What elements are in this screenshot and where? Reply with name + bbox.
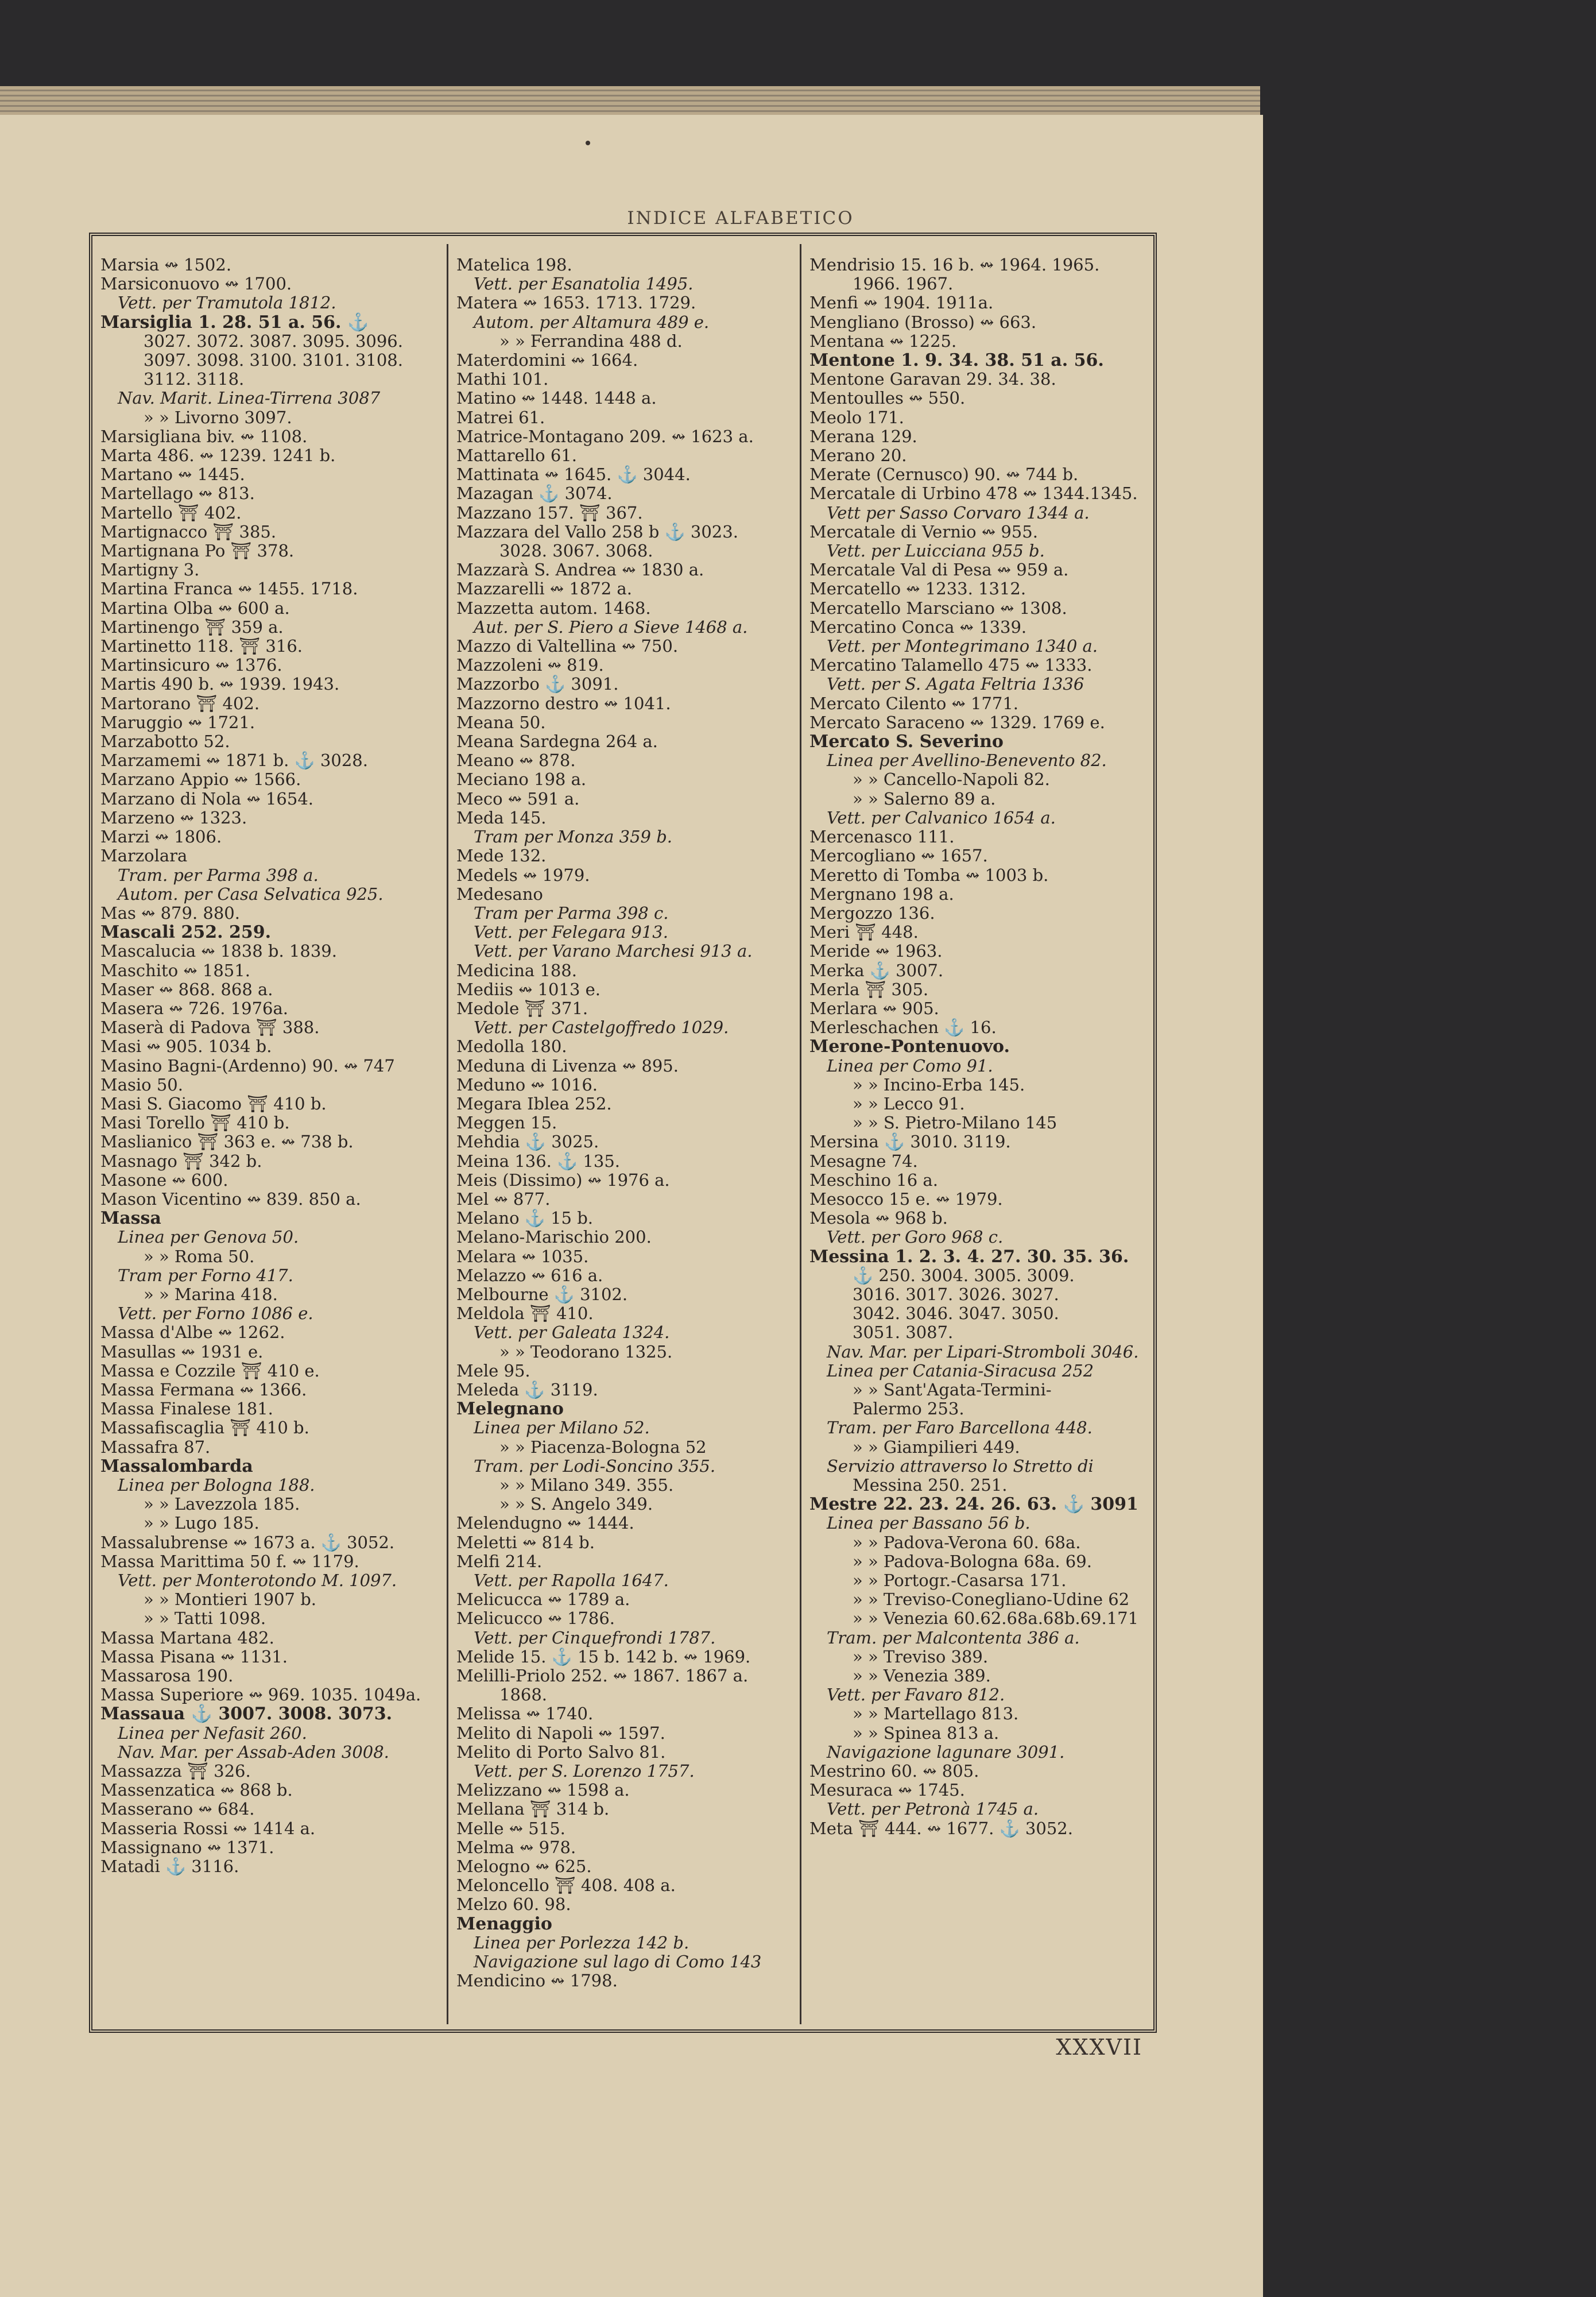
index-entry: Vett per Sasso Corvaro 1344 a.: [827, 502, 1090, 523]
index-entry: Linea per Catania-Siracusa 252: [827, 1360, 1094, 1380]
index-entry: » » Salerno 89 a.: [853, 788, 996, 809]
index-entry: Martis 490 b. ↭ 1939. 1943.: [100, 674, 340, 694]
index-heading: Merone-Pontenuovo.: [809, 1037, 1010, 1057]
index-entry: Vett. per Felegara 913.: [474, 922, 668, 942]
index-entry: Martano ↭ 1445.: [100, 465, 245, 485]
index-entry: » » Marina 418.: [144, 1284, 278, 1304]
index-entry: Melano-Marischio 200.: [456, 1227, 652, 1247]
index-entry: Autom. per Altamura 489 e.: [474, 312, 710, 332]
index-entry: Mede 132.: [456, 846, 547, 866]
index-heading: Mascali 252. 259.: [100, 922, 272, 943]
index-entry: Vett. per Tramutola 1812.: [118, 293, 336, 313]
index-entry: Meretto di Tomba ↭ 1003 b.: [809, 865, 1049, 885]
index-entry: Maslianico ⛩ 363 e. ↭ 738 b.: [100, 1132, 354, 1152]
index-heading: Massalombarda: [100, 1456, 253, 1476]
index-entry: Marsia ↭ 1502.: [100, 256, 232, 274]
index-entry: Melle ↭ 515.: [456, 1818, 565, 1838]
index-entry: Massafiscaglia ⛩ 410 b.: [100, 1418, 309, 1438]
index-entry: Mazzarelli ↭ 1872 a.: [456, 579, 632, 599]
index-entry: Massa d'Albe ↭ 1262.: [100, 1322, 285, 1343]
index-entry: Mesola ↭ 968 b.: [809, 1208, 948, 1228]
index-entry: » » Spinea 813 a.: [853, 1723, 1000, 1743]
index-entry: Marzi ↭ 1806.: [100, 827, 222, 847]
index-entry: Vett. per Esanatolia 1495.: [474, 274, 694, 294]
index-entry: Vett. per Varano Marchesi 913 a.: [474, 941, 753, 961]
index-entry: Medesano: [456, 884, 543, 904]
index-entry: Vett. per Luicciana 955 b.: [827, 541, 1045, 561]
index-entry: Masseria Rossi ↭ 1414 a.: [100, 1818, 316, 1838]
index-entry: Vett. per Monterotondo M. 1097.: [118, 1571, 397, 1591]
index-entry: » » Padova-Verona 60. 68a.: [853, 1532, 1081, 1552]
index-entry: Mercatino Conca ↭ 1339.: [809, 617, 1027, 637]
index-entry: Maserà di Padova ⛩ 388.: [100, 1018, 320, 1038]
index-entry: Mergozzo 136.: [809, 903, 935, 923]
index-entry: Melma ↭ 978.: [456, 1837, 576, 1857]
index-entry: Mentone Garavan 29. 34. 38.: [809, 369, 1056, 389]
index-entry: Martignacco ⛩ 385.: [100, 521, 277, 542]
index-entry: Meduno ↭ 1016.: [456, 1074, 598, 1095]
index-entry: Martorano ⛩ 402.: [100, 693, 260, 713]
index-entry: Massignano ↭ 1371.: [100, 1837, 274, 1857]
index-entry: Mehdia ⚓ 3025.: [456, 1132, 599, 1152]
index-entry: Tram. per Parma 398 a.: [118, 865, 319, 885]
index-entry: Mercatale di Vernio ↭ 955.: [809, 521, 1038, 542]
index-entry: » » Sant'Agata-Termini-: [853, 1379, 1052, 1399]
index-entry: Merka ⚓ 3007.: [809, 960, 944, 980]
index-entry: Mentana ↭ 1225.: [809, 331, 957, 351]
index-entry: Marzano Appio ↭ 1566.: [100, 769, 301, 790]
column-divider: [447, 244, 448, 2024]
index-entry: Mercato Cilento ↭ 1771.: [809, 693, 1019, 713]
index-entry: Linea per Bologna 188.: [118, 1475, 315, 1495]
index-entry: Massa Fermana ↭ 1366.: [100, 1379, 307, 1399]
index-entry: Massa Superiore ↭ 969. 1035. 1049a.: [100, 1685, 421, 1705]
index-entry: Massa Pisana ↭ 1131.: [100, 1646, 288, 1666]
index-entry: Meis (Dissimo) ↭ 1976 a.: [456, 1170, 670, 1190]
index-entry: Mele 95.: [456, 1360, 530, 1380]
index-entry: Tram. per Faro Barcellona 448.: [827, 1418, 1093, 1438]
index-entry: Mazzoleni ↭ 819.: [456, 655, 604, 675]
index-entry: Merlara ↭ 905.: [809, 998, 939, 1018]
index-entry: Martellago ↭ 813.: [100, 484, 255, 504]
index-entry: » » Roma 50.: [144, 1246, 255, 1266]
index-entry: Megara Iblea 252.: [456, 1093, 612, 1113]
index-entry: Massa e Cozzile ⛩ 410 e.: [100, 1360, 320, 1380]
index-entry: Vett. per Castelgoffredo 1029.: [474, 1018, 729, 1038]
index-column-3: [809, 256, 1154, 2024]
index-entry: Mediis ↭ 1013 e.: [456, 979, 601, 999]
index-entry: Martinengo ⛩ 359 a.: [100, 617, 284, 637]
index-entry: Masullas ↭ 1931 e.: [100, 1341, 264, 1362]
index-entry: Meggen 15.: [456, 1113, 557, 1133]
index-entry: » » Portogr.-Casarsa 171.: [853, 1571, 1067, 1591]
index-entry: Medels ↭ 1979.: [456, 865, 590, 885]
index-entry: Melissa ↭ 1740.: [456, 1704, 594, 1724]
index-entry: Matrice-Montagano 209. ↭ 1623 a.: [456, 426, 754, 446]
index-entry: Melzo 60. 98.: [456, 1894, 571, 1915]
index-entry: Linea per Avellino-Benevento 82.: [827, 751, 1107, 771]
index-heading: Marsiglia 1. 28. 51 a. 56. ⚓: [100, 312, 369, 332]
index-entry: » » S. Angelo 349.: [499, 1494, 653, 1514]
index-entry: Melazzo ↭ 616 a.: [456, 1265, 603, 1285]
index-column-2: [456, 256, 801, 2024]
index-heading: Massaua ⚓ 3007. 3008. 3073.: [100, 1704, 393, 1724]
index-entry: » » Teodorano 1325.: [499, 1341, 673, 1362]
index-entry: Marsiconuovo ↭ 1700.: [100, 274, 292, 294]
index-heading: Massa: [100, 1208, 161, 1229]
index-entry: Melizzano ↭ 1598 a.: [456, 1780, 630, 1800]
index-heading: Messina 1. 2. 3. 4. 27. 30. 35. 36.: [809, 1246, 1129, 1267]
index-entry: Mel ↭ 877.: [456, 1189, 551, 1209]
index-entry: Meda 145.: [456, 807, 547, 827]
index-entry: 3042. 3046. 3047. 3050.: [853, 1304, 1059, 1324]
index-entry: Merano 20.: [809, 446, 907, 466]
index-heading: Mestre 22. 23. 24. 26. 63. ⚓ 3091: [809, 1494, 1138, 1515]
index-entry: Linea per Milano 52.: [474, 1418, 650, 1438]
index-entry: Vett. per Forno 1086 e.: [118, 1304, 313, 1324]
index-entry: Meduna di Livenza ↭ 895.: [456, 1055, 679, 1076]
index-entry: Mercatale Val di Pesa ↭ 959 a.: [809, 560, 1069, 580]
index-entry: Mazzorno destro ↭ 1041.: [456, 693, 671, 713]
index-entry: Palermo 253.: [853, 1399, 964, 1419]
index-entry: Vett. per Cinquefrondi 1787.: [474, 1627, 716, 1648]
index-entry: Masino Bagni-(Ardenno) 90. ↭ 747: [100, 1055, 395, 1076]
index-entry: » » Treviso 389.: [853, 1646, 989, 1666]
index-entry: 3112. 3118.: [144, 369, 245, 389]
index-entry: Aut. per S. Piero a Sieve 1468 a.: [474, 617, 748, 637]
index-entry: Meta ⛩ 444. ↭ 1677. ⚓ 3052.: [809, 1818, 1073, 1838]
index-entry: Meco ↭ 591 a.: [456, 788, 580, 809]
index-entry: Martigny 3.: [100, 560, 200, 580]
index-entry: 3097. 3098. 3100. 3101. 3108.: [144, 350, 403, 370]
index-heading: Mentone 1. 9. 34. 38. 51 a. 56.: [809, 350, 1104, 371]
index-entry: Maschito ↭ 1851.: [100, 960, 250, 980]
index-entry: Martinetto 118. ⛩ 316.: [100, 636, 303, 656]
index-entry: Mattarello 61.: [456, 446, 577, 466]
index-entry: Menfi ↭ 1904. 1911a.: [809, 293, 994, 313]
index-entry: Massarosa 190.: [100, 1666, 234, 1686]
index-entry: » » S. Pietro-Milano 145: [853, 1113, 1057, 1133]
index-entry: Melicucco ↭ 1786.: [456, 1608, 615, 1629]
index-entry: Tram per Monza 359 b.: [474, 827, 672, 847]
index-entry: Servizio attraverso lo Stretto di: [827, 1456, 1094, 1476]
index-entry: ⚓ 250. 3004. 3005. 3009.: [853, 1265, 1075, 1285]
index-entry: Masnago ⛩ 342 b.: [100, 1151, 262, 1171]
index-entry: Matadi ⚓ 3116.: [100, 1857, 239, 1877]
index-entry: Tram per Forno 417.: [118, 1265, 293, 1285]
index-entry: Meschino 16 a.: [809, 1170, 938, 1190]
index-entry: Mercatale di Urbino 478 ↭ 1344.1345.: [809, 484, 1138, 504]
index-entry: Navigazione lagunare 3091.: [827, 1742, 1065, 1762]
index-entry: 1868.: [499, 1685, 548, 1705]
index-entry: Massalubrense ↭ 1673 a. ⚓ 3052.: [100, 1532, 395, 1552]
index-entry: Masera ↭ 726. 1976a.: [100, 998, 289, 1018]
index-entry: Tram per Parma 398 c.: [474, 903, 669, 923]
index-entry: Meana Sardegna 264 a.: [456, 732, 658, 752]
index-entry: Linea per Genova 50.: [118, 1227, 299, 1247]
index-entry: Nav. Mar. per Lipari-Stromboli 3046.: [827, 1341, 1139, 1362]
index-entry: Meolo 171.: [809, 407, 904, 427]
index-entry: Massazza ⛩ 326.: [100, 1761, 251, 1781]
index-entry: Marsigliana biv. ↭ 1108.: [100, 426, 308, 446]
index-entry: Vett. per Favaro 812.: [827, 1685, 1005, 1705]
index-entry: Mascalucia ↭ 1838 b. 1839.: [100, 941, 337, 961]
index-entry: Maruggio ↭ 1721.: [100, 712, 255, 732]
index-entry: Tram. per Lodi-Soncino 355.: [474, 1456, 716, 1476]
index-entry: Medole ⛩ 371.: [456, 998, 588, 1018]
index-entry: Melfi 214.: [456, 1551, 543, 1571]
index-entry: Meri ⛩ 448.: [809, 922, 919, 942]
index-entry: Mazagan ⚓ 3074.: [456, 484, 613, 504]
index-entry: Meride ↭ 1963.: [809, 941, 943, 961]
index-entry: Masi ↭ 905. 1034 b.: [100, 1037, 272, 1057]
index-entry: Meana 50.: [456, 712, 546, 732]
index-entry: » » Lavezzola 185.: [144, 1494, 300, 1514]
index-entry: Marzeno ↭ 1323.: [100, 807, 247, 827]
index-entry: » » Giampilieri 449.: [853, 1437, 1020, 1457]
index-entry: 3028. 3067. 3068.: [499, 541, 653, 561]
index-entry: » » Lugo 185.: [144, 1513, 259, 1533]
index-entry: Mesocco 15 e. ↭ 1979.: [809, 1189, 1003, 1209]
index-entry: Masio 50.: [100, 1074, 183, 1095]
index-entry: Mercenasco 111.: [809, 827, 955, 847]
index-entry: Vett. per Petronà 1745 a.: [827, 1799, 1039, 1819]
index-entry: Masserano ↭ 684.: [100, 1799, 255, 1819]
index-entry: Vett. per S. Agata Feltria 1336: [827, 674, 1084, 694]
index-entry: » » Martellago 813.: [853, 1704, 1019, 1724]
index-entry: 3027. 3072. 3087. 3095. 3096.: [144, 331, 403, 351]
index-entry: » » Incino-Erba 145.: [853, 1074, 1025, 1095]
index-entry: » » Treviso-Conegliano-Udine 62: [853, 1590, 1130, 1610]
index-entry: Mercatello Marsciano ↭ 1308.: [809, 598, 1067, 618]
index-entry: Vett. per Galeata 1324.: [474, 1322, 670, 1343]
index-entry: Materdomini ↭ 1664.: [456, 350, 638, 370]
index-entry: Mesagne 74.: [809, 1151, 918, 1171]
index-entry: Melendugno ↭ 1444.: [456, 1513, 634, 1533]
index-entry: Marzolara: [100, 846, 188, 866]
index-entry: Matera ↭ 1653. 1713. 1729.: [456, 293, 696, 313]
index-entry: Mendicino ↭ 1798.: [456, 1971, 618, 1991]
index-entry: Meletti ↭ 814 b.: [456, 1532, 595, 1552]
index-entry: Meina 136. ⚓ 135.: [456, 1151, 621, 1171]
index-entry: » » Padova-Bologna 68a. 69.: [853, 1551, 1092, 1571]
index-entry: Melilli-Priolo 252. ↭ 1867. 1867 a.: [456, 1666, 749, 1686]
index-entry: Linea per Nefasit 260.: [118, 1723, 307, 1743]
index-entry: Mercato Saraceno ↭ 1329. 1769 e.: [809, 712, 1105, 732]
index-heading: Melegnano: [456, 1399, 564, 1420]
index-entry: » » Cancello-Napoli 82.: [853, 769, 1050, 790]
index-entry: » » Ferrandina 488 d.: [499, 331, 683, 351]
index-entry: Masone ↭ 600.: [100, 1170, 228, 1190]
index-entry: Mercatello ↭ 1233. 1312.: [809, 579, 1026, 599]
page-number: XXXVII: [1056, 2035, 1142, 2060]
index-entry: Mercatino Talamello 475 ↭ 1333.: [809, 655, 1093, 675]
index-entry: Vett. per S. Lorenzo 1757.: [474, 1761, 695, 1781]
index-entry: » » Milano 349. 355.: [499, 1475, 674, 1495]
index-heading: Mercato S. Severino: [809, 732, 1004, 752]
index-entry: Massenzatica ↭ 868 b.: [100, 1780, 293, 1800]
index-entry: Nav. Mar. per Assab-Aden 3008.: [118, 1742, 389, 1762]
index-entry: 3016. 3017. 3026. 3027.: [853, 1284, 1059, 1304]
index-entry: Martignana Po ⛩ 378.: [100, 541, 295, 561]
index-entry: Linea per Como 91.: [827, 1055, 993, 1076]
index-entry: Vett. per Calvanico 1654 a.: [827, 807, 1056, 827]
index-entry: Melide 15. ⚓ 15 b. 142 b. ↭ 1969.: [456, 1646, 751, 1666]
index-entry: Mendrisio 15. 16 b. ↭ 1964. 1965.: [809, 256, 1100, 274]
index-entry: Tram. per Malcontenta 386 a.: [827, 1627, 1080, 1648]
index-entry: Navigazione sul lago di Como 143: [474, 1952, 762, 1972]
index-entry: » » Lecco 91.: [853, 1093, 965, 1113]
index-entry: Meloncello ⛩ 408. 408 a.: [456, 1876, 676, 1896]
index-entry: Martinsicuro ↭ 1376.: [100, 655, 282, 675]
index-entry: Marzamemi ↭ 1871 b. ⚓ 3028.: [100, 751, 368, 771]
index-entry: Mergnano 198 a.: [809, 884, 954, 904]
index-entry: Melito di Porto Salvo 81.: [456, 1742, 666, 1762]
index-entry: Massa Martana 482.: [100, 1627, 274, 1648]
index-entry: Masi S. Giacomo ⛩ 410 b.: [100, 1093, 327, 1113]
index-entry: Martello ⛩ 402.: [100, 502, 242, 523]
index-entry: Martina Olba ↭ 600 a.: [100, 598, 290, 618]
index-entry: Masi Torello ⛩ 410 b.: [100, 1113, 290, 1133]
index-heading: Menaggio: [456, 1913, 552, 1934]
print-dot: [586, 141, 590, 145]
index-entry: Massa Finalese 181.: [100, 1399, 273, 1419]
index-entry: Mesuraca ↭ 1745.: [809, 1780, 965, 1800]
index-entry: Messina 250. 251.: [853, 1475, 1008, 1495]
index-entry: Maser ↭ 868. 868 a.: [100, 979, 273, 999]
index-entry: Medolla 180.: [456, 1037, 567, 1057]
index-entry: Mazzara del Vallo 258 b ⚓ 3023.: [456, 521, 738, 542]
index-entry: Marzabotto 52.: [100, 732, 230, 752]
index-entry: Melicucca ↭ 1789 a.: [456, 1590, 630, 1610]
index-entry: Merana 129.: [809, 426, 917, 446]
index-entry: Matrei 61.: [456, 407, 545, 427]
index-entry: Mellana ⛩ 314 b.: [456, 1799, 610, 1819]
index-entry: » » Piacenza-Bologna 52: [499, 1437, 707, 1457]
index-entry: Meano ↭ 878.: [456, 751, 576, 771]
index-entry: Nav. Marit. Linea-Tirrena 3087: [118, 388, 381, 408]
index-entry: Melito di Napoli ↭ 1597.: [456, 1723, 665, 1743]
index-entry: Mathi 101.: [456, 369, 549, 389]
index-entry: Merla ⛩ 305.: [809, 979, 929, 999]
index-entry: Vett. per Rapolla 1647.: [474, 1571, 669, 1591]
index-entry: Mengliano (Brosso) ↭ 663.: [809, 312, 1037, 332]
index-entry: Marta 486. ↭ 1239. 1241 b.: [100, 446, 336, 466]
index-entry: 3051. 3087.: [853, 1322, 954, 1343]
index-entry: Martina Franca ↭ 1455. 1718.: [100, 579, 358, 599]
index-entry: 1966. 1967.: [853, 274, 954, 294]
index-entry: » » Venezia 389.: [853, 1666, 991, 1686]
index-entry: Merate (Cernusco) 90. ↭ 744 b.: [809, 465, 1079, 485]
index-entry: Medicina 188.: [456, 960, 577, 980]
index-entry: » » Livorno 3097.: [144, 407, 292, 427]
index-entry: Meciano 198 a.: [456, 769, 587, 790]
index-entry: Mazzarà S. Andrea ↭ 1830 a.: [456, 560, 704, 580]
index-entry: Mazzetta autom. 1468.: [456, 598, 651, 618]
index-entry: Meldola ⛩ 410.: [456, 1304, 594, 1324]
index-entry: Mas ↭ 879. 880.: [100, 903, 240, 923]
index-entry: » » Tatti 1098.: [144, 1608, 266, 1629]
index-entry: Mattinata ↭ 1645. ⚓ 3044.: [456, 465, 691, 485]
index-entry: » » Venezia 60.62.68a.68b.69.171: [853, 1608, 1139, 1629]
index-entry: Linea per Porlezza 142 b.: [474, 1932, 689, 1952]
index-entry: Marzano di Nola ↭ 1654.: [100, 788, 313, 809]
index-entry: Mentoulles ↭ 550.: [809, 388, 966, 408]
index-entry: Mazzo di Valtellina ↭ 750.: [456, 636, 679, 656]
index-entry: Mason Vicentino ↭ 839. 850 a.: [100, 1189, 361, 1209]
index-entry: Mersina ⚓ 3010. 3119.: [809, 1132, 1011, 1152]
index-entry: Vett. per Goro 968 c.: [827, 1227, 1004, 1247]
index-entry: Mercogliano ↭ 1657.: [809, 846, 988, 866]
page-title: INDICE ALFABETICO: [627, 208, 854, 229]
index-column-1: [100, 256, 445, 2024]
index-entry: Matelica 198.: [456, 256, 572, 274]
index-entry: Mazzorbo ⚓ 3091.: [456, 674, 619, 694]
index-entry: Meleda ⚓ 3119.: [456, 1379, 598, 1399]
index-entry: Mestrino 60. ↭ 805.: [809, 1761, 979, 1781]
index-entry: Vett. per Montegrimano 1340 a.: [827, 636, 1098, 656]
index-entry: Melogno ↭ 625.: [456, 1857, 592, 1877]
index-entry: Merleschachen ⚓ 16.: [809, 1018, 997, 1038]
index-entry: Mazzano 157. ⛩ 367.: [456, 502, 643, 523]
index-entry: Melbourne ⚓ 3102.: [456, 1284, 628, 1304]
index-entry: Massa Marittima 50 f. ↭ 1179.: [100, 1551, 359, 1571]
index-entry: Melano ⚓ 15 b.: [456, 1208, 594, 1228]
index-entry: Massafra 87.: [100, 1437, 211, 1457]
index-entry: Autom. per Casa Selvatica 925.: [118, 884, 383, 904]
index-entry: » » Montieri 1907 b.: [144, 1590, 317, 1610]
index-entry: Melara ↭ 1035.: [456, 1246, 589, 1266]
index-entry: Matino ↭ 1448. 1448 a.: [456, 388, 657, 408]
index-entry: Linea per Bassano 56 b.: [827, 1513, 1031, 1533]
